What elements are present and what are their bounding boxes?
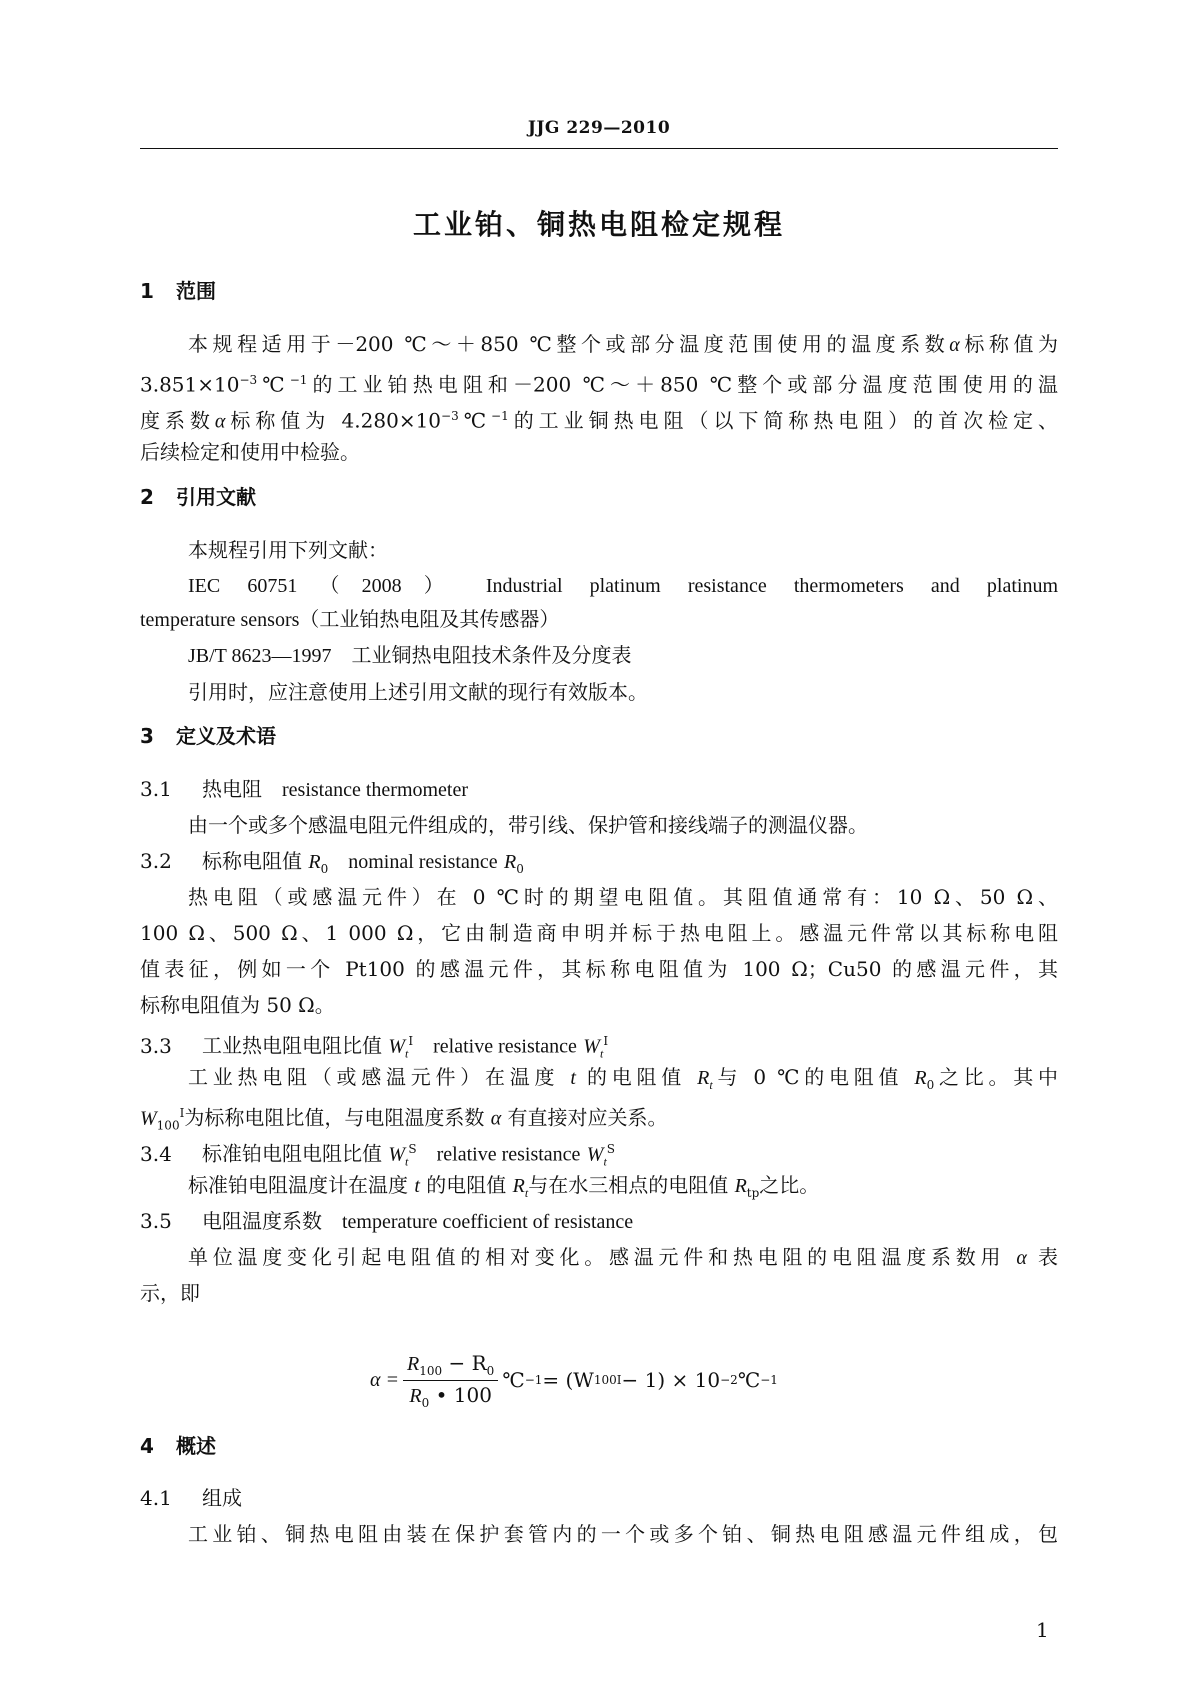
formula-lhs: α = [370, 1368, 399, 1391]
text: 的电阻值 [426, 1173, 507, 1197]
text: 3.851×10 [140, 372, 240, 397]
definition-3-2-heading: 3.2 标称电阻值 $R_0$ nominal resistance $R_0$ [140, 849, 524, 876]
alpha-symbol: α [949, 334, 960, 356]
paragraph-line: 100 Ω、500 Ω、1 000 Ω，它由制造商申明并标于热电阻上。感温元件常以其标称电阻 [140, 921, 1058, 945]
term-english: resistance thermometer [282, 779, 469, 801]
section-2-heading [140, 483, 256, 511]
text: 度系数 [140, 408, 215, 433]
paragraph-line: 示，即 [140, 1281, 200, 1305]
exponent: −1 [491, 409, 509, 423]
term: 标准铂电阻电阻比值 [202, 1141, 382, 1166]
text: 与 0 ℃的电阻值 [712, 1065, 904, 1089]
text: 表 [1038, 1245, 1058, 1269]
paragraph-line: temperature sensors（工业铂热电阻及其传感器） [140, 609, 560, 631]
exponent: −1 [289, 373, 308, 387]
alpha-symbol: α [214, 410, 226, 433]
text: 标称值为 4.280×10 [225, 408, 442, 433]
text: 工业热电阻（或感温元件）在温度 [188, 1065, 560, 1089]
paragraph-line: 单位温度变化引起电阻值的相对变化。感温元件和热电阻的电阻温度系数用 α 表 [188, 1245, 1058, 1269]
definition-3-4-heading: 3.4 标准铂电阻电阻比值 $W_t^S$ relative resistance $W_t^S$ [140, 1141, 616, 1169]
section-4-heading [140, 1432, 216, 1460]
document-title: 工业铂、铜热电阻检定规程 [412, 208, 785, 241]
clause-number: 3.5 [140, 1209, 172, 1233]
header-rule [140, 148, 1058, 149]
section-1-heading [140, 277, 216, 305]
unit: ℃ [737, 1368, 761, 1392]
term-english: relative resistance [433, 1035, 577, 1058]
paragraph-line: 热电阻（或感温元件）在 0 ℃时的期望电阻值。其阻值通常有：10 Ω、50 Ω、 [188, 885, 1058, 909]
section-3-heading [140, 722, 276, 750]
paragraph-line [140, 366, 1058, 399]
definition-3-1-heading [140, 775, 1058, 804]
section-number: 2 [140, 485, 154, 509]
section-title: 概述 [176, 1434, 216, 1458]
term: 组成 [202, 1486, 242, 1510]
exponent: −3 [441, 409, 459, 423]
text: JB/T 8623—1997 [188, 645, 332, 667]
text: 本规程适用于－200 ℃～＋850 ℃整个或部分温度范围使用的温度系数 [188, 332, 950, 356]
section-number: 4 [140, 1434, 154, 1458]
paragraph-line [188, 330, 1058, 359]
term: 热电阻 [202, 777, 262, 801]
clause-number: 3.4 [140, 1141, 172, 1166]
section-number: 1 [140, 279, 154, 303]
clause-number: 3.1 [140, 777, 172, 801]
page-number: 1 [1036, 1618, 1049, 1642]
paragraph-line: 引用时，应注意使用上述引用文献的现行有效版本。 [188, 680, 648, 704]
text: − 1) × 10 [621, 1368, 721, 1392]
section-number: 3 [140, 724, 154, 748]
paragraph-line: 度系数α标称值为 $4.280\times 10^{-3}℃^{-1}$的工业铜热电阻（以下简称热电阻）的首次检定、 [140, 408, 1059, 433]
text: − R [448, 1350, 487, 1375]
definition-3-3-heading: 3.3 工业热电阻电阻比值 $W_t^I$ relative resistance $W_t^I$ [140, 1033, 609, 1061]
text: 的电阻值 [587, 1065, 687, 1089]
unit: ℃ [502, 1368, 525, 1392]
paragraph-line: $W_{100}^I$为标称电阻比值，与电阻温度系数 α 有直接对应关系。 [140, 1105, 668, 1133]
text: 工业铜热电阻技术条件及分度表 [351, 645, 632, 667]
text: 之比。 [759, 1173, 820, 1197]
denominator: $R_0$ • 100 [409, 1382, 492, 1410]
term: 标称电阻值 [202, 849, 302, 873]
text: 之比。其中 [934, 1065, 1059, 1089]
term: 工业热电阻电阻比值 [202, 1033, 382, 1058]
term-english: nominal resistance [348, 851, 498, 873]
paragraph-line: 后续检定和使用中检验。 [140, 440, 360, 464]
section-title: 定义及术语 [176, 724, 276, 748]
text: 为标称电阻比值，与电阻温度系数 [184, 1105, 485, 1130]
section-title: 范围 [176, 279, 216, 303]
numerator: $R_{100} - R_0$ [403, 1351, 498, 1381]
paragraph-line: 标准铂电阻温度计在温度 t 的电阻值 $R_t$与在水三相点的电阻值 $R_{tp}$之比。 [188, 1173, 820, 1200]
text: 标准铂电阻温度计在温度 [188, 1173, 408, 1197]
fraction [403, 1351, 498, 1410]
term-english: temperature coefficient of resistance [342, 1211, 634, 1233]
clause-4-1-heading [140, 1484, 1058, 1512]
section-title: 引用文献 [176, 485, 256, 509]
document-code-header: JJG 229—2010 [527, 118, 671, 138]
exponent: −3 [239, 373, 258, 387]
definition-3-5-heading [140, 1207, 1058, 1236]
text: • 100 [435, 1382, 492, 1407]
text: 的工业铂热电阻和－200 ℃～＋850 ℃整个或部分温度范围使用的温 [307, 372, 1059, 397]
text: = (W [542, 1368, 594, 1392]
text: 与在水三相点的电阻值 [528, 1173, 729, 1197]
alpha-formula: α = $\frac{R_{100} - R_0}{R_0 • 100}$ ℃ −1 = (W 100 I − 1) × 10 −2 ℃ −1 [370, 1350, 778, 1410]
text: 标称值为 [959, 332, 1059, 356]
text: 的工业铜热电阻（以下简称热电阻）的首次检定、 [508, 408, 1059, 433]
term: 电阻温度系数 [202, 1209, 322, 1233]
paragraph-line: 工业铂、铜热电阻由装在保护套管内的一个或多个铂、铜热电阻感温元件组成，包 [188, 1522, 1058, 1546]
term-english: relative resistance [436, 1143, 581, 1166]
clause-number: 3.3 [140, 1033, 172, 1058]
paragraph-line: 标称电阻值为 50 Ω。 [140, 993, 335, 1017]
text: IEC 60751（2008） [188, 575, 466, 597]
text: ℃ [257, 372, 290, 397]
paragraph-line: 由一个或多个感温电阻元件组成的，带引线、保护管和接线端子的测温仪器。 [188, 813, 868, 837]
text: Industrial platinum resistance thermometers and platinum [485, 575, 1059, 597]
text: 单位温度变化引起电阻值的相对变化。感温元件和热电阻的电阻温度系数用 [188, 1245, 1006, 1269]
clause-number: 3.2 [140, 849, 172, 873]
text: 有直接对应关系。 [507, 1105, 668, 1130]
reference-jbt-8623 [188, 642, 1058, 670]
clause-number: 4.1 [140, 1486, 172, 1510]
reference-iec-60751 [188, 572, 1058, 600]
paragraph-line: 值表征，例如一个 Pt100 的感温元件，其标称电阻值为 100 Ω；Cu50 的感温元件，其 [140, 957, 1058, 981]
paragraph-line: 工业热电阻（或感温元件）在温度 t 的电阻值 $R_t$与 0 ℃的电阻值 $R_0$之比。其中 [188, 1065, 1059, 1092]
paragraph-line: 本规程引用下列文献： [188, 538, 388, 562]
